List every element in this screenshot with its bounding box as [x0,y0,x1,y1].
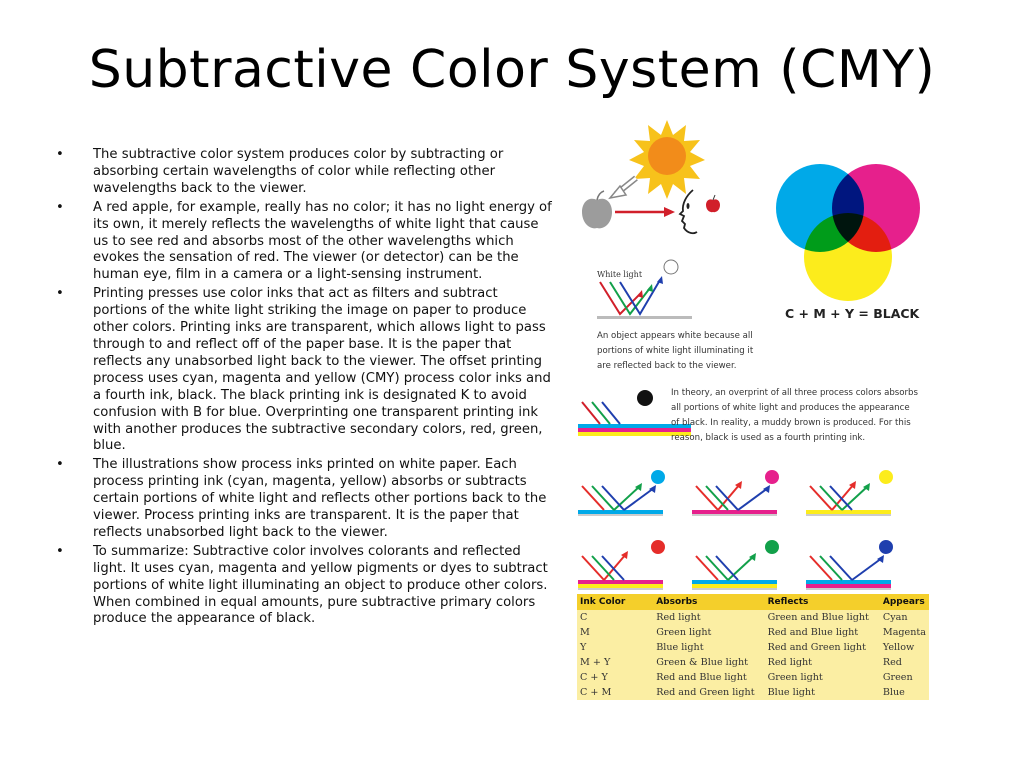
ink-layer [806,510,891,514]
table-cell: Red and Blue light [656,672,747,683]
perceived-color-dot [879,540,893,554]
table-row [577,640,929,655]
table-cell: C + M [580,687,612,698]
white-light-label: White light [597,270,643,279]
caption-line: all portions of white light and produces the appearance [671,403,910,413]
bullet-glyph: • [56,199,64,215]
perceived-color-dot [765,540,779,554]
incident-ray [696,486,718,510]
paper-base [806,514,891,516]
incident-light-arrow-icon [610,178,636,198]
column-header: Ink Color [577,594,653,610]
bullet-glyph: • [56,543,64,559]
paper-base [692,588,777,590]
table-cell: Green [882,672,913,683]
ink-layer [692,584,777,588]
incident-ray [582,556,604,580]
bullet-glyph: • [56,147,64,162]
black-caption [671,386,918,446]
table-row [577,685,929,700]
incident-ray [706,486,728,510]
sun-icon [629,120,705,199]
caption-line: In theory, an overprint of all three process colors absorbs [671,388,918,398]
reflected-ray [624,488,654,510]
table-cell: Y [580,642,587,653]
table-row [577,670,929,685]
incident-ray [830,556,852,580]
ink-layer [578,580,663,584]
slide-title: Subtractive Color System (CMY) [88,40,936,100]
table-header-row [577,594,929,610]
reflected-ray [614,486,640,510]
incident-ray [602,486,624,510]
caption-line: portions of white light illuminating it [597,346,754,356]
ink-layer [692,510,777,514]
reflected-ray [738,488,768,510]
table-cell: Red and Green light [767,642,866,653]
incident-ray [582,486,604,510]
bullet-glyph: • [56,457,64,473]
reflected-ray [852,558,882,580]
apple-icon [582,191,612,228]
table-cell: Red and Blue light [767,627,859,638]
table-cell: Green and Blue light [767,612,869,623]
incident-ray [696,556,718,580]
table-cell: Green light [656,627,712,638]
ink-layer [578,510,663,514]
ink-color-table [577,594,929,700]
table-cell: Blue [882,687,905,698]
paper-base [578,514,663,516]
white-caption [597,329,753,374]
table-cell: Green & Blue light [656,657,748,668]
table-cell: M [580,627,590,638]
paper-base [806,588,891,590]
bullet-text: The illustrations show process inks printed on white paper. Each process printing ink (cyan, magenta, yellow) absorbs or subtracts certain portions of white light and reflects other portions back to the viewer. Process printing inks are transparent. It is the paper that reflects unabsorbed light back to the viewer. [93,457,547,540]
incident-ray [592,556,614,580]
table-cell: Yellow [882,642,915,653]
bullet-text: A red apple, for example, really has no color; it has no light energy of its own, it merely reflects the wavelengths of white light that cause us to see red and absorbs most of the other wavelengths which evokes the sensation of red. The viewer (or detector) can be the human eye, film in a camera or a light-sensing instrument. [93,199,552,283]
caption-line: are reflected back to the viewer. [597,361,737,371]
table-cell: Blue light [767,687,815,698]
paper-base [578,588,663,590]
column-header: Absorbs [653,594,764,610]
bullet-text: To summarize: Subtractive color involves colorants and reflected light. It uses cyan, magenta and yellow pigments or dyes to subtract portions of white light illuminating an object to produce other colors. When combined in equal amounts, pure subtractive primary colors produce the appearance of black. [93,543,548,627]
perceived-color-dot [651,540,665,554]
caption-line: An object appears white because all [597,331,753,341]
incident-ray [820,556,842,580]
table-row [577,610,929,625]
white-light-diagram [597,260,692,319]
table-cell: M + Y [580,657,611,668]
cmy-venn-diagram [776,164,920,301]
perceived-color-dot [651,470,665,484]
table-cell: Red light [767,657,813,668]
perceived-color-dot [765,470,779,484]
table-cell: Magenta [882,627,926,638]
perceived-color-dot [879,470,893,484]
reflected-ray [604,554,626,580]
bullet-text: Printing presses use color inks that act as filters and subtract portions of the white light striking the image on paper to produce other colors. Printing inks are transparent, which allows light to pass through to and reflect off of the paper base. It is the paper that reflects any unabsorbed light back to the viewer. The offset printing process uses cyan, magenta and yellow (CMY) process color inks and a fourth ink, black. The black printing ink is designated K to avoid confusion with B for blue. Overprinting one transparent printing ink with another produces the subtractive secondary colors, red, green, blue. [93,286,551,454]
reflected-ray [728,556,754,580]
paper-base [692,514,777,516]
table-row [577,655,929,670]
reflected-red-arrow-icon [615,207,675,217]
table-cell: Cyan [882,612,908,623]
incident-ray [706,556,728,580]
incident-ray [810,486,832,510]
reflected-ray [842,486,868,510]
reflected-ray [832,484,854,510]
table-cell: Red [882,657,902,668]
viewer-eye-icon [680,190,720,233]
table-cell: Blue light [656,642,704,653]
cmy-equation-label: C + M + Y = BLACK [785,306,920,321]
table-cell: C [580,612,588,623]
incident-ray [810,556,832,580]
incident-ray [592,486,614,510]
bullet-glyph: • [56,286,64,302]
table-cell: Green light [767,672,823,683]
table-cell: Red light [656,612,701,623]
ink-layer [692,580,777,584]
incident-ray [820,486,842,510]
bullet-text: The subtractive color system produces color by subtracting or absorbing certain wavelengths of color while reflecting other wavelengths back to the viewer. [93,147,504,196]
table-cell: C + Y [580,672,608,683]
reflected-ray [718,484,740,510]
ink-layer [578,584,663,588]
table-row [577,625,929,640]
column-header: Appears [880,594,929,610]
ink-layer [806,584,891,588]
table-cell: Red and Green light [656,687,755,698]
caption-line: of black. In reality, a muddy brown is produced. For this [671,418,911,428]
ink-diagrams [578,470,893,590]
column-header: Reflects [765,594,880,610]
incident-ray [716,556,738,580]
caption-line: reason, black is used as a fourth printing ink. [671,433,866,443]
ink-layer [806,580,891,584]
